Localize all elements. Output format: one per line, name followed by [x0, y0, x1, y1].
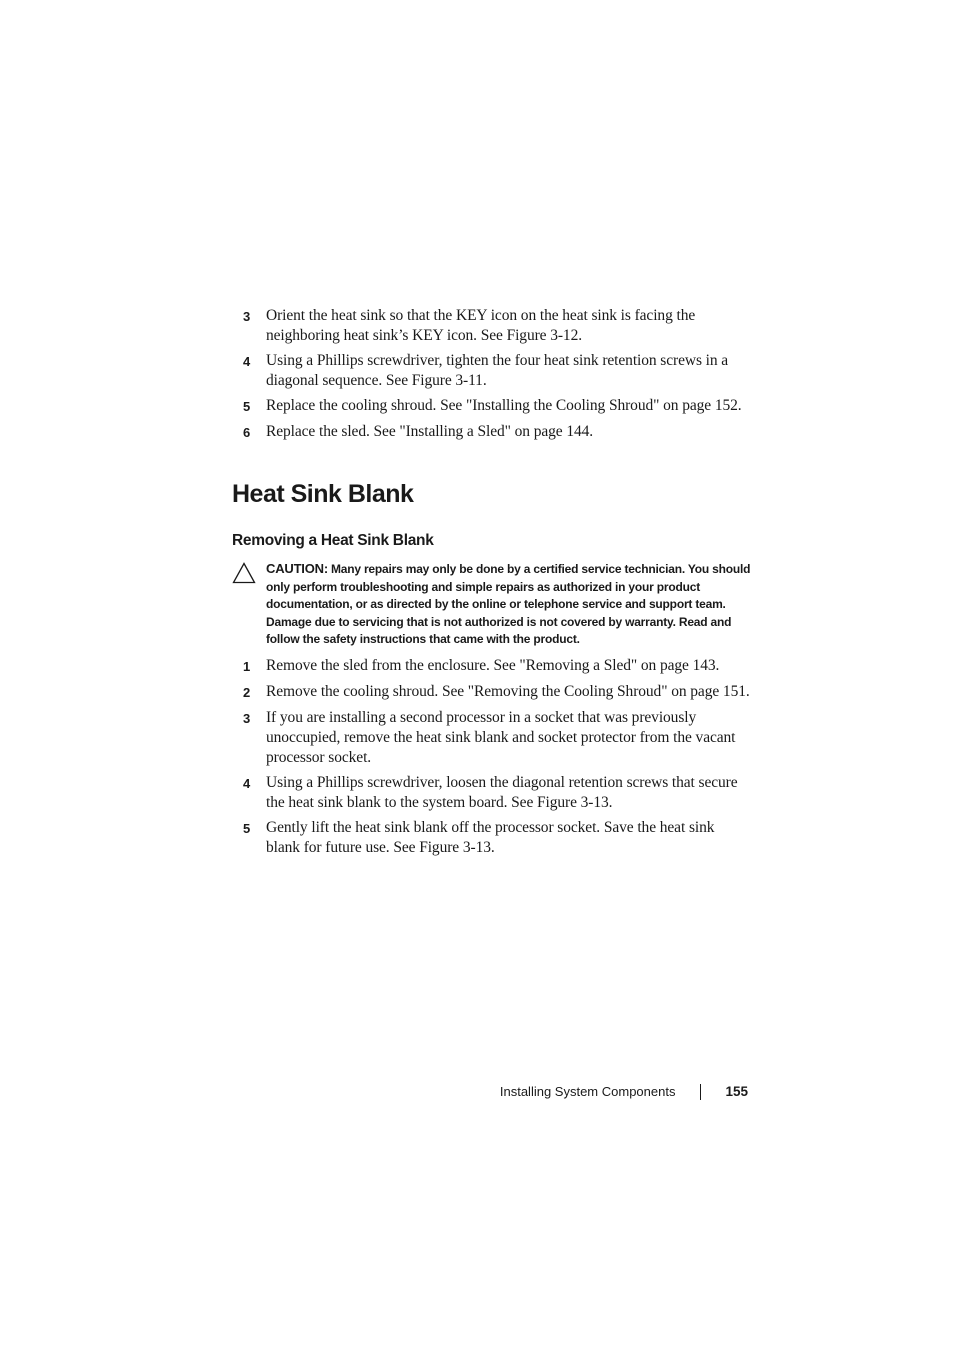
page-footer [500, 1082, 748, 1102]
step-text: Orient the heat sink so that the KEY icon on the heat sink is facing the neighboring heat sink’s KEY icon. See Figure 3-12. [266, 307, 696, 344]
step-number: 3 [243, 711, 251, 726]
step-text: Remove the sled from the enclosure. See "Removing a Sled" on page 143. [266, 657, 720, 674]
list-item [232, 773, 752, 813]
step-text: Using a Phillips screwdriver, tighten the four heat sink retention screws in a diagonal sequence. See Figure 3-11. [266, 352, 729, 389]
step-number: 5 [243, 821, 251, 836]
step-number: 4 [243, 776, 251, 791]
caution-body [266, 560, 752, 649]
step-text: If you are installing a second processor in a socket that was previously unoccupied, remove the heat sink blank and socket protector from the vacant processor socket. [266, 709, 736, 766]
step-number: 3 [243, 309, 251, 324]
step-text: Remove the cooling shroud. See "Removing the Cooling Shroud" on page 151. [266, 683, 750, 700]
step-text: Gently lift the heat sink blank off the processor socket. Save the heat sink blank for future use. See Figure 3-13. [266, 819, 715, 856]
caution-notice [232, 560, 752, 649]
step-number: 1 [243, 659, 251, 674]
step-number: 2 [243, 685, 251, 700]
list-item [232, 682, 752, 703]
step-text: Replace the cooling shroud. See "Installing the Cooling Shroud" on page 152. [266, 397, 742, 414]
page-number: 155 [725, 1084, 748, 1099]
step-number: 6 [243, 425, 251, 440]
footer-chapter-title: Installing System Components [499, 1084, 676, 1099]
list-item [232, 708, 752, 768]
list-item [232, 351, 752, 391]
step-number: 4 [243, 354, 251, 369]
list-item [232, 818, 752, 858]
footer-divider [700, 1084, 701, 1100]
step-number: 5 [243, 399, 251, 414]
list-item [232, 422, 752, 443]
removal-steps-list [232, 656, 752, 863]
subsection-title: Removing a Heat Sink Blank [232, 532, 434, 549]
caution-text: Many repairs may only be done by a certified service technician. You should only perform troubleshooting and simple repairs as authorized in your product documentation, or as directed by the online or telephone service and support team. Damage due to servicing that is not authorized is not covered by warranty. Read and follow the safety instructions that came with the product. [266, 562, 751, 647]
list-item [232, 656, 752, 677]
list-item [232, 306, 752, 346]
section-title: Heat Sink Blank [232, 480, 414, 508]
list-item [232, 396, 752, 417]
step-text: Replace the sled. See "Installing a Sled" on page 144. [266, 423, 594, 440]
step-text: Using a Phillips screwdriver, loosen the diagonal retention screws that secure the heat sink blank to the system board. See Figure 3-13. [266, 774, 738, 811]
caution-label: CAUTION: [266, 561, 328, 576]
caution-triangle-icon [232, 560, 266, 649]
install-steps-list [232, 306, 752, 448]
